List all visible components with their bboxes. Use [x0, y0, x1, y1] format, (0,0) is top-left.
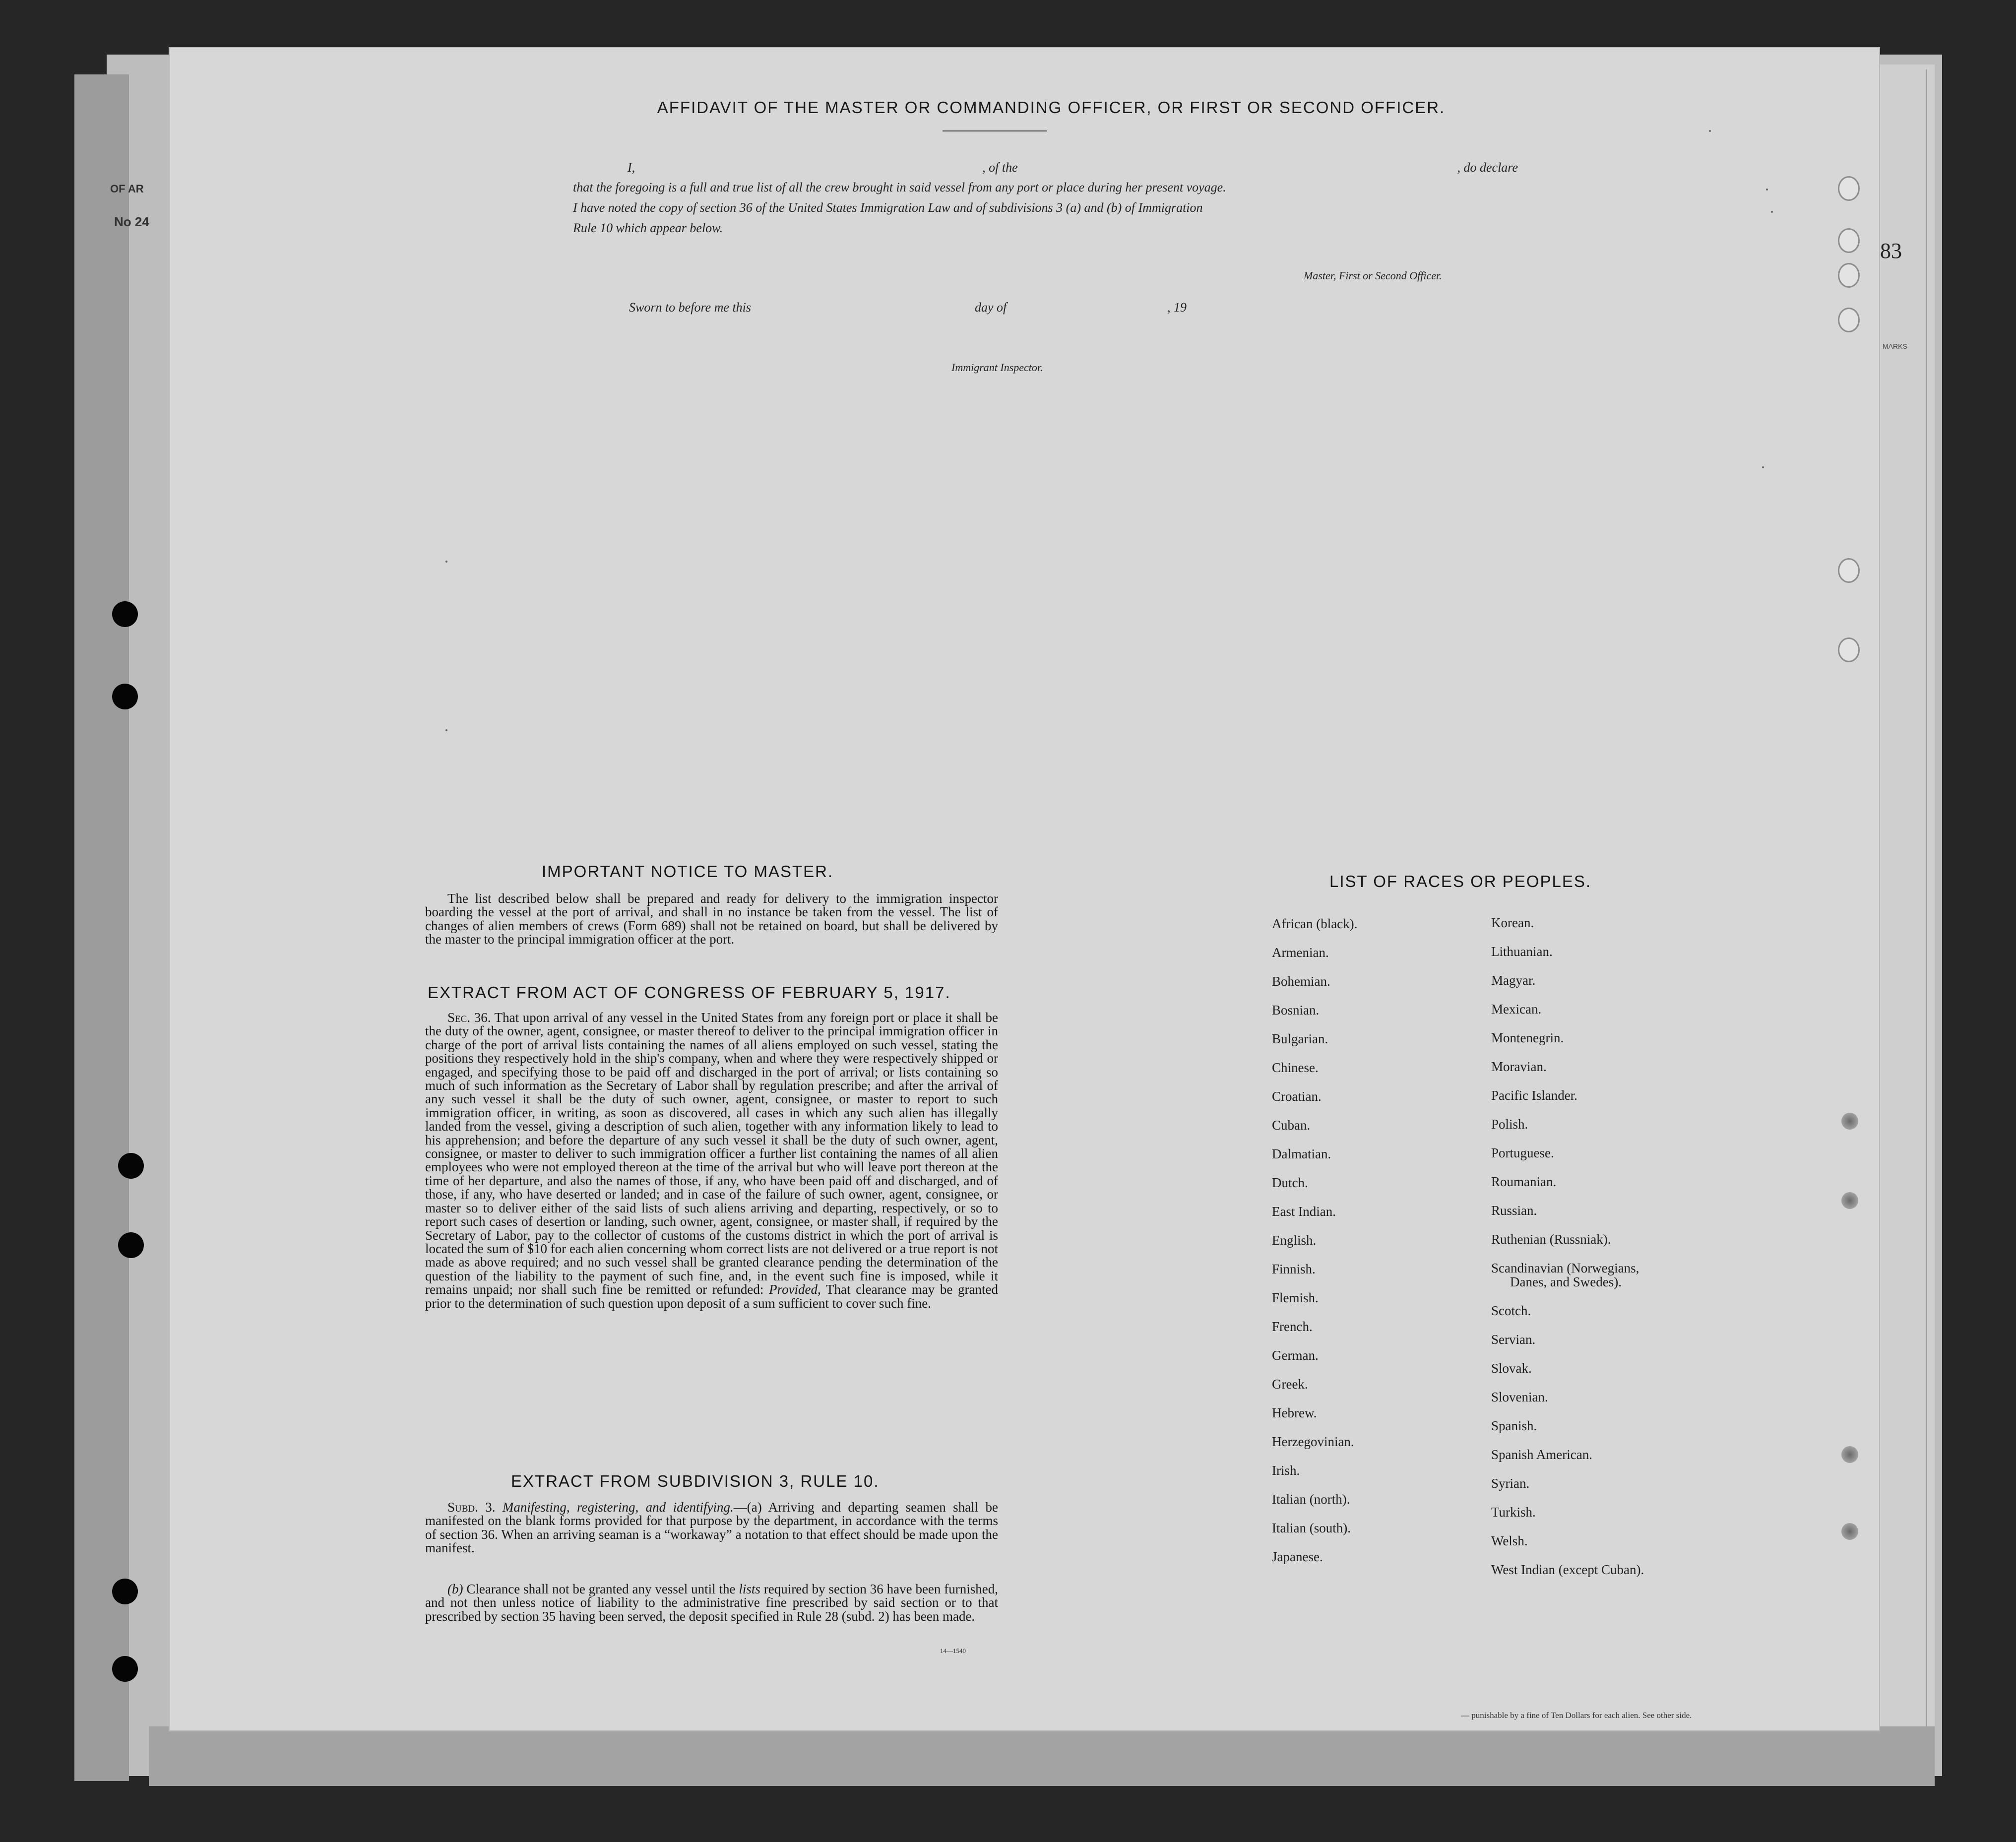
race-item: Syrian.: [1491, 1476, 1530, 1491]
perforation-mark-3: [1841, 1446, 1858, 1463]
binder-ring-6: [1838, 637, 1860, 662]
paper-speck: [1709, 130, 1711, 132]
race-item: Spanish American.: [1491, 1447, 1592, 1462]
act-section-label: Sec. 36.: [447, 1010, 491, 1025]
page-number: 83: [1880, 239, 1902, 263]
notice-text: The list described below shall be prepared and ready for delivery to the immigration inspector boarding the vessel at the port of arrival, and shall in no instance be taken from the vessel. The list of changes of alien members of crews (Form 689) shall not be retained on board, but shall be delivered by the master to the principal immigration officer at the port.: [425, 891, 998, 947]
left-fragment-2: No 24: [114, 214, 149, 229]
race-item: Magyar.: [1491, 973, 1536, 988]
race-item: Flemish.: [1272, 1290, 1319, 1305]
race-item: German.: [1272, 1348, 1319, 1363]
race-item: Italian (north).: [1272, 1492, 1350, 1507]
affidavit-line-1: [573, 160, 1518, 175]
rule-subd-a: [425, 1501, 998, 1555]
race-item: Lithuanian.: [1491, 944, 1553, 959]
race-item: Greek.: [1272, 1377, 1308, 1392]
race-item: Russian.: [1491, 1203, 1537, 1218]
race-item: Italian (south).: [1272, 1521, 1351, 1535]
form-number: 14—1540: [940, 1647, 966, 1654]
races-right-column: [1491, 915, 1644, 1591]
act-text: [425, 1011, 998, 1310]
race-item: Bohemian.: [1272, 974, 1330, 989]
race-item: Bulgarian.: [1272, 1031, 1328, 1046]
race-item: Hebrew.: [1272, 1405, 1317, 1420]
marks-label: MARKS: [1883, 342, 1907, 350]
race-item: Japanese.: [1272, 1549, 1323, 1564]
race-item: Polish.: [1491, 1117, 1528, 1132]
rule-b-text-2: required by section 36 have been furnished, and not then unless notice of liability to the administrative fine prescribed by said section or to that prescribed by section 35 having been served, the deposit specified in Rule 28 (subd. 2) has been made.: [425, 1582, 998, 1624]
race-item: African (black).: [1272, 916, 1358, 931]
race-item: Slovenian.: [1491, 1390, 1548, 1404]
rule-subd-a-text: —(a) Arriving and departing seamen shall be manifested on the blank forms provided for that purpose by the department, in accordance with the terms of section 36. When an arriving seaman is a “workaway” a notation to that effect should be made upon the manifest.: [425, 1500, 998, 1556]
left-fragment-1: OF AR: [110, 183, 144, 195]
sworn-day: day of: [975, 300, 1007, 315]
race-item: Finnish.: [1272, 1262, 1316, 1276]
left-binding-strip: [74, 74, 129, 1781]
paper-speck: [1766, 189, 1768, 191]
rule-subd-title: Manifesting, registering, and identifying.: [502, 1500, 734, 1515]
paper-speck: [1762, 466, 1764, 468]
race-item: Cuban.: [1272, 1118, 1311, 1133]
affidavit-of-the: , of the: [982, 160, 1018, 175]
race-item: Mexican.: [1491, 1002, 1542, 1016]
race-item: Welsh.: [1491, 1533, 1528, 1548]
race-item: Slovak.: [1491, 1361, 1532, 1376]
binder-ring-2: [1838, 228, 1860, 253]
affidavit-line-4: Rule 10 which appear below.: [573, 221, 723, 235]
perforation-mark-4: [1841, 1523, 1858, 1540]
rule-b-label: (b): [447, 1582, 463, 1596]
perforation-mark-1: [1841, 1113, 1858, 1130]
notice-heading: IMPORTANT NOTICE TO MASTER.: [542, 862, 834, 881]
race-item: Ruthenian (Russniak).: [1491, 1232, 1611, 1247]
race-item: West Indian (except Cuban).: [1491, 1562, 1644, 1577]
sworn-start: Sworn to before me this: [629, 300, 752, 315]
binder-hole-1: [112, 601, 138, 627]
act-text-part-2: That clearance may be granted prior to the determination of such question upon deposit of a sum sufficient to cover such fine.: [425, 1282, 999, 1311]
right-sheet-rule: [1926, 69, 1927, 1726]
paper-speck: [445, 561, 447, 563]
race-item: Servian.: [1491, 1332, 1536, 1347]
race-item: Spanish.: [1491, 1418, 1537, 1433]
affidavit-title: AFFIDAVIT OF THE MASTER OR COMMANDING OFFICER, OR FIRST OR SECOND OFFICER.: [657, 98, 1446, 117]
race-item: Moravian.: [1491, 1059, 1547, 1074]
rule-b-lists: lists: [739, 1582, 760, 1596]
act-provided: Provided,: [769, 1282, 821, 1297]
binder-hole-4: [118, 1232, 144, 1258]
binder-ring-4: [1838, 308, 1860, 332]
race-item: Herzegovinian.: [1272, 1434, 1354, 1449]
affidavit-i: I,: [628, 160, 635, 175]
rule-heading: EXTRACT FROM SUBDIVISION 3, RULE 10.: [511, 1472, 880, 1490]
paper-speck: [1771, 211, 1773, 213]
signature-label: Master, First or Second Officer.: [1304, 269, 1442, 282]
race-item: Dutch.: [1272, 1175, 1308, 1190]
affidavit-line-2: that the foregoing is a full and true list of all the crew brought in said vessel from any port or place during her present voyage.: [573, 180, 1226, 194]
binder-hole-2: [112, 684, 138, 709]
binder-hole-6: [112, 1656, 138, 1682]
race-item: French.: [1272, 1319, 1313, 1334]
race-item: Pacific Islander.: [1491, 1088, 1577, 1103]
affidavit-line-3: I have noted the copy of section 36 of the United States Immigration Law and of subdivisions 3 (a) and (b) of Immigration: [573, 200, 1203, 215]
races-heading: LIST OF RACES OR PEOPLES.: [1329, 872, 1592, 890]
binder-ring-5: [1838, 558, 1860, 583]
race-item: Irish.: [1272, 1463, 1300, 1478]
binder-hole-3: [118, 1153, 144, 1179]
binder-hole-5: [112, 1579, 138, 1604]
race-item: Korean.: [1491, 915, 1534, 930]
rule-subd-label: Subd. 3.: [447, 1500, 496, 1515]
paper-speck: [445, 729, 447, 731]
races-left-column: [1272, 916, 1357, 1578]
race-item: Chinese.: [1272, 1060, 1319, 1075]
race-item: Portuguese.: [1491, 1145, 1554, 1160]
race-item: Montenegrin.: [1491, 1030, 1564, 1045]
act-heading: EXTRACT FROM ACT OF CONGRESS OF FEBRUARY 5, 1917.: [428, 983, 951, 1002]
affidavit-declare: , do declare: [1457, 160, 1518, 175]
race-item: East Indian.: [1272, 1204, 1336, 1219]
sworn-year: , 19: [1167, 300, 1187, 315]
race-item: Croatian.: [1272, 1089, 1322, 1104]
underlying-sheet-bottom: [149, 1726, 1935, 1786]
race-item: Turkish.: [1491, 1505, 1536, 1520]
title-underline: [943, 130, 1047, 131]
perforation-mark-2: [1841, 1192, 1858, 1209]
rule-b-text-1: Clearance shall not be granted any vessel until the: [466, 1582, 736, 1596]
race-item: Dalmatian.: [1272, 1146, 1331, 1161]
inspector-label: Immigrant Inspector.: [951, 361, 1043, 374]
race-item: Bosnian.: [1272, 1003, 1320, 1017]
race-item: Armenian.: [1272, 945, 1329, 960]
binder-ring-3: [1838, 263, 1860, 288]
race-item: Scotch.: [1491, 1303, 1531, 1318]
act-text-part-1: That upon arrival of any vessel in the United States from any foreign port or place it shall be the duty of the owner, agent, consignee, or master thereof to deliver to the principal immigration officer in charge of the port of arrival lists containing the names of all aliens employed on such vessel, stating the positions they respectively hold in the ship's company, when and where they were respectively shipped or engaged, and specifying those to be paid off and discharged in the port of arrival; or lists containing so much of such information as the Secretary of Labor shall by regulation prescribe; and after the arrival of any such vessel it shall be the duty of such owner, agent, consignee, or master to report to such immigration officer, in writing, as soon as discovered, all cases in which any such alien has illegally landed from the vessel, giving a description of such alien, together with any information likely to lead to his apprehension; and before the departure of any such vessel it shall be the duty of such owner, agent, consignee, or master to deliver to such immigration officer a further list containing the names of all alien employees who were not employed thereon at the time of the arrival but who will leave port thereon at the time of her departure, and also the names of those, if any, who have been paid off and discharged, and of those, if any, who have deserted or landed; and in case of the failure of such owner, agent, consignee, or master so to deliver either of the said lists of such aliens arriving and departing, respectively, or so to report such cases of desertion or landing, such owner, agent, consignee, or master shall, if required by the Secretary of Labor, pay to the collector of customs of the customs district in which the port of arrival is located the sum of $10 for each alien concerning whom correct lists are not delivered or a true report is not made as above required; and no such vessel shall be granted clearance pending the determination of the question of the liability to the payment of such fine, and, in the event such fine is imposed, while it remains unpaid; nor shall such fine be remitted or refunded:: [425, 1010, 998, 1297]
race-item: English.: [1272, 1233, 1317, 1248]
bottom-note: — punishable by a fine of Ten Dollars for each alien. See other side.: [1461, 1711, 1692, 1720]
race-item: Danes, and Swedes).: [1510, 1274, 1622, 1289]
binder-ring-1: [1838, 176, 1860, 201]
race-item: Scandinavian (Norwegians,: [1491, 1261, 1639, 1275]
race-item: Roumanian.: [1491, 1174, 1557, 1189]
rule-subd-b: [425, 1583, 998, 1623]
sworn-line: [629, 300, 1224, 315]
